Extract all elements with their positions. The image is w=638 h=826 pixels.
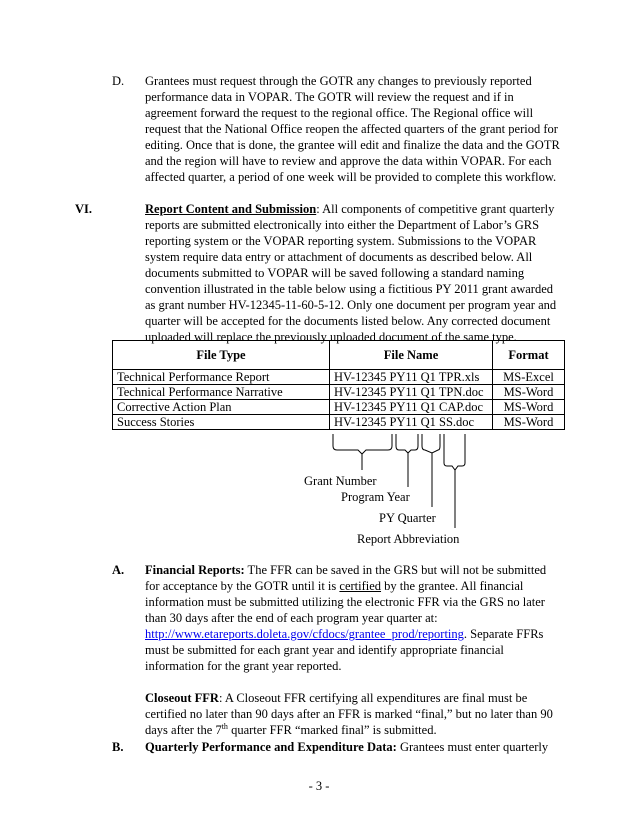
- header-format: Format: [493, 341, 565, 370]
- cell-file-type: Technical Performance Narrative: [113, 385, 330, 400]
- section-vi-first-line-rest: : All components of competitive grant quarterly: [316, 202, 555, 216]
- header-file-type: File Type: [113, 341, 330, 370]
- section-a-line: information must be submitted utilizing the electronic FFR via the GRS no later: [145, 595, 545, 609]
- section-d-line: and the region will have to review and approve the data within VOPAR. For each: [145, 154, 552, 168]
- closeout-line: [145, 690, 565, 706]
- closeout-line3-post: quarter FFR “marked final” is submitted.: [227, 723, 437, 737]
- cell-format: MS-Word: [493, 385, 565, 400]
- closeout-line3-pre: days after the 7: [145, 723, 222, 737]
- section-vi-line: reports are submitted electronically into either the Department of Labor’s GRS: [145, 218, 540, 232]
- cell-file-type: Corrective Action Plan: [113, 400, 330, 415]
- section-a-line: [145, 626, 565, 642]
- section-d-line: performance data in VOPAR. The GOTR will review the request and if in: [145, 90, 514, 104]
- cell-format: MS-Word: [493, 415, 565, 430]
- section-vi-line: uploaded will replace the previously uploaded document of the same type.: [145, 330, 517, 344]
- section-d-line: editing. Once that is done, the grantee will edit and finalize the data and the GOTR: [145, 138, 560, 152]
- paragraph-gap: [145, 674, 565, 690]
- section-a-line: than 30 days after the end of each program year quarter at:: [145, 611, 438, 625]
- section-d-line: Grantees must request through the GOTR any changes to previously reported: [145, 74, 532, 88]
- section-a-line: [145, 562, 565, 578]
- section-b-heading: Quarterly Performance and Expenditure Data:: [145, 740, 397, 754]
- section-vi-heading: Report Content and Submission: [145, 202, 317, 216]
- section-a-heading: Financial Reports:: [145, 563, 245, 577]
- program-year-brace: [396, 434, 418, 453]
- closeout-heading: Closeout FFR: [145, 691, 219, 705]
- section-a-line: information for the grant year reported.: [145, 659, 342, 673]
- section-vi-line: convention illustrated in the table below using a fictitious PY 2011 grant awarded: [145, 282, 554, 296]
- header-file-name: File Name: [330, 341, 493, 370]
- grant-number-brace: [333, 434, 392, 454]
- py-quarter-label: PY Quarter: [379, 511, 436, 525]
- cell-file-type: Success Stories: [113, 415, 330, 430]
- cell-file-name: HV-12345 PY11 Q1 CAP.doc: [330, 400, 493, 415]
- section-vi-marker: VI.: [75, 202, 93, 216]
- cell-file-name: HV-12345 PY11 Q1 TPN.doc: [330, 385, 493, 400]
- section-vi-line: as grant number HV-12345-11-60-5-12. Only one document per program year and: [145, 298, 557, 312]
- cell-file-type: Technical Performance Report: [113, 370, 330, 385]
- section-a-line2-post: by the grantee. All financial: [381, 579, 524, 593]
- section-a-marker: A.: [112, 563, 125, 577]
- py-quarter-brace: [422, 434, 440, 453]
- section-b-body: [145, 739, 585, 755]
- section-d-line: agreement forward the request to the regional office. The Regional office will: [145, 106, 534, 120]
- closeout-line: certified no later than 90 days after an FFR is marked “final,” but no later than 90: [145, 707, 553, 721]
- cell-format: MS-Word: [493, 400, 565, 415]
- section-a-body: [145, 562, 565, 738]
- closeout-line1-rest: : A Closeout FFR certifying all expenditures are final must be: [218, 691, 528, 705]
- section-b-rest: Grantees must enter quarterly: [396, 740, 549, 754]
- section-vi-line: quarter will be accepted for the documents listed below. Any corrected document: [145, 314, 551, 328]
- cell-file-name: HV-12345 PY11 Q1 SS.doc: [330, 415, 493, 430]
- grant-number-label: Grant Number: [304, 474, 377, 488]
- program-year-label: Program Year: [341, 490, 410, 504]
- section-a-line5-post: . Separate FFRs: [463, 627, 544, 641]
- section-vi-line: reporting system or the VOPAR reporting system. Submissions to the VOPAR: [145, 234, 537, 248]
- section-a-line1-rest: The FFR can be saved in the GRS but will not be submitted: [244, 563, 547, 577]
- cell-file-name: HV-12345 PY11 Q1 TPR.xls: [330, 370, 493, 385]
- page-number: - 3 -: [308, 779, 330, 793]
- closeout-line: [145, 722, 565, 738]
- section-b-marker: B.: [112, 740, 124, 754]
- closeout-superscript: th: [221, 721, 228, 731]
- section-a-line: [145, 578, 565, 594]
- section-a-line2-pre: for acceptance by the GOTR until it is: [145, 579, 340, 593]
- section-d-line: affected quarter, a period of one week will be provided to complete this workflow.: [145, 170, 557, 184]
- section-vi-line: documents submitted to VOPAR will be saved following a standard naming: [145, 266, 525, 280]
- report-abbreviation-label: Report Abbreviation: [357, 532, 460, 546]
- section-a-line: must be submitted for each grant year and identify appropriate financial: [145, 643, 504, 657]
- report-abbreviation-brace: [444, 434, 465, 470]
- cell-format: MS-Excel: [493, 370, 565, 385]
- etareports-link[interactable]: http://www.etareports.doleta.gov/cfdocs/grantee_prod/reporting: [145, 627, 464, 641]
- certified-word: certified: [339, 579, 382, 593]
- section-d-marker: D.: [112, 74, 125, 88]
- section-d-line: request that the National Office reopen the affected quarters of the grant period for: [145, 122, 558, 136]
- section-vi-line: system require data entry or attachment of documents as described below. All: [145, 250, 533, 264]
